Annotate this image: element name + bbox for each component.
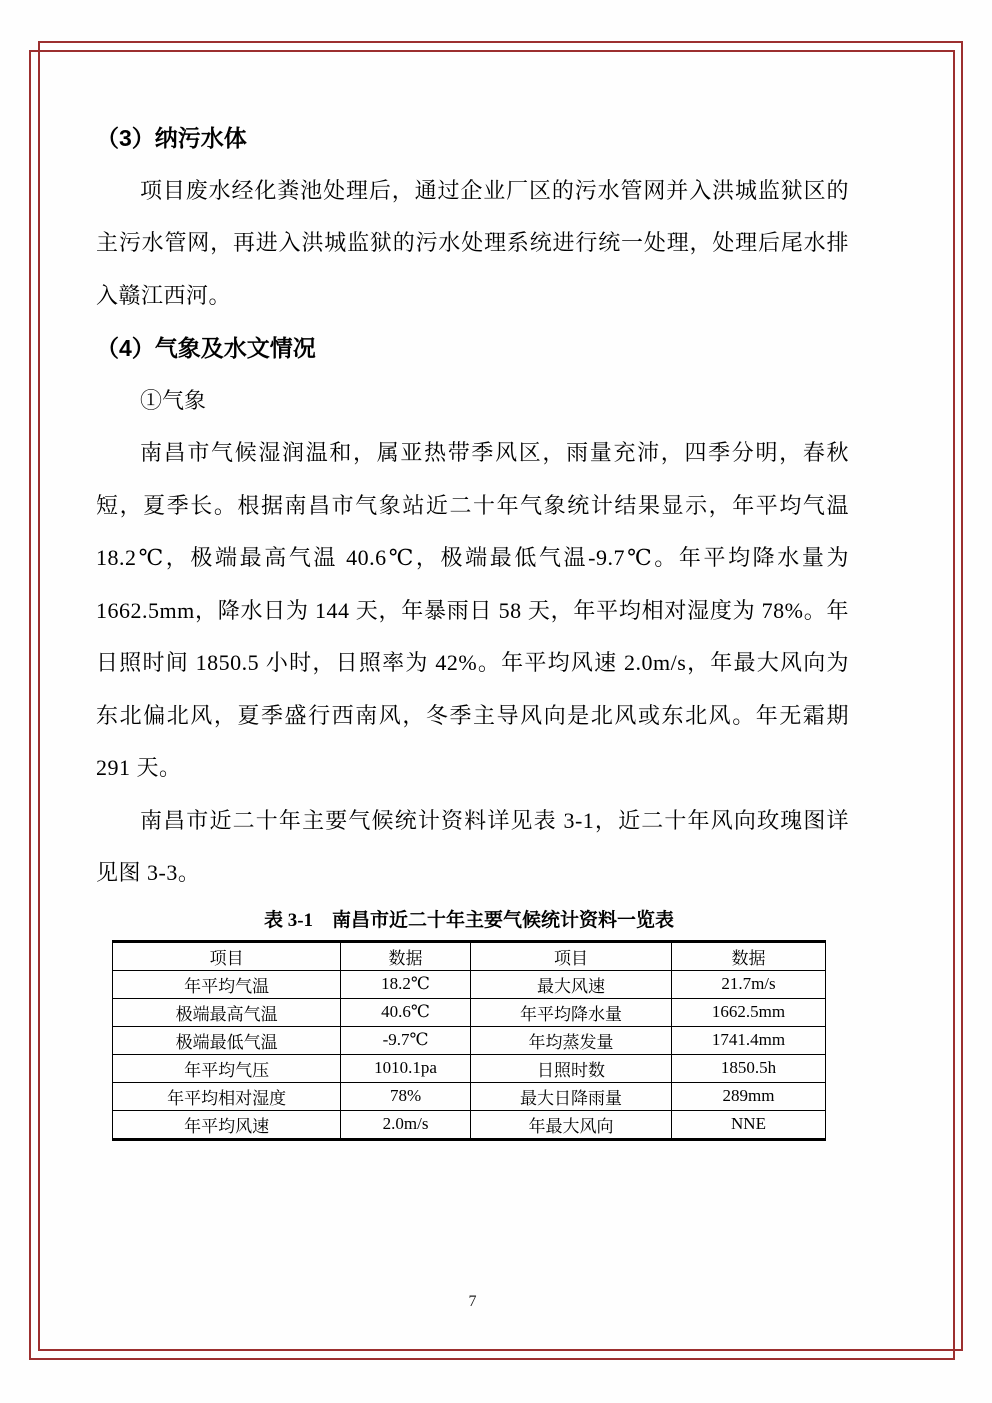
table-cell: 年平均降水量 <box>470 998 671 1026</box>
table-cell: 21.7m/s <box>671 970 825 998</box>
table-cell: 289mm <box>671 1082 825 1110</box>
climate-statistics-table <box>112 940 826 1141</box>
table-cell: 1850.5h <box>671 1054 825 1082</box>
table-cell: 1662.5mm <box>671 998 825 1026</box>
table-row <box>113 1054 826 1082</box>
table-cell: 年平均相对湿度 <box>113 1082 341 1110</box>
section-3-heading: （3）纳污水体 <box>96 125 247 151</box>
table-cell: 年平均气压 <box>113 1054 341 1082</box>
table-cell: 年平均风速 <box>113 1110 341 1139</box>
table-cell: 最大日降雨量 <box>470 1082 671 1110</box>
paragraph-table-reference: 南昌市近二十年主要气候统计资料详见表 3-1，近二十年风向玫瑰图详见图 3-3。 <box>96 807 849 885</box>
table-cell: 日照时数 <box>470 1054 671 1082</box>
table-cell: 1010.1pa <box>341 1054 471 1082</box>
table-row <box>113 1110 826 1139</box>
paragraph-wastewater-discharge: 项目废水经化粪池处理后，通过企业厂区的污水管网并入洪城监狱区的主污水管网，再进入洪城监狱的污水处理系统进行统一处理，处理后尾水排入赣江西河。 <box>96 177 849 308</box>
section-4-heading: （4）气象及水文情况 <box>96 335 316 361</box>
table-header-cell: 项目 <box>470 941 671 970</box>
table-header-row <box>113 941 826 970</box>
table-cell: 年平均气温 <box>113 970 341 998</box>
table-title: 表 3-1 南昌市近二十年主要气候统计资料一览表 <box>263 909 675 931</box>
climate-table-block <box>112 906 826 1141</box>
table-row <box>113 1082 826 1110</box>
table-cell: 78% <box>341 1082 471 1110</box>
table-cell: 最大风速 <box>470 970 671 998</box>
table-cell: 年均蒸发量 <box>470 1026 671 1054</box>
table-cell: NNE <box>671 1110 825 1139</box>
table-row <box>113 1026 826 1054</box>
table-cell: 极端最低气温 <box>113 1026 341 1054</box>
table-header-cell: 数据 <box>341 941 471 970</box>
page-number: 7 <box>468 1293 477 1310</box>
table-cell: 2.0m/s <box>341 1110 471 1139</box>
table-cell: 极端最高气温 <box>113 998 341 1026</box>
table-row <box>113 998 826 1026</box>
table-header-cell: 项目 <box>113 941 341 970</box>
table-row <box>113 970 826 998</box>
page-content <box>96 112 849 1141</box>
table-cell: -9.7℃ <box>341 1026 471 1054</box>
table-cell: 年最大风向 <box>470 1110 671 1139</box>
table-cell: 40.6℃ <box>341 998 471 1026</box>
table-cell: 18.2℃ <box>341 970 471 998</box>
table-cell: 1741.4mm <box>671 1026 825 1054</box>
subheading-meteorology: ①气象 <box>140 387 207 413</box>
paragraph-climate-statistics: 南昌市气候湿润温和，属亚热带季风区，雨量充沛，四季分明，春秋短，夏季长。根据南昌市气象站近二十年气象统计结果显示，年平均气温 18.2℃，极端最高气温 40.6℃，极端最低气温-9.7℃。年平均降水量为 1662.5mm，降水日为 144 天，年暴雨日 58 天，年平均相对湿度为 78%。年日照时间 1850.5 小时，日照率为 42%。年平均风速 2.0m/s，年最大风向为东北偏北风，夏季盛行西南风，冬季主导风向是北风或东北风。年无霜期 291 天。 <box>96 440 849 780</box>
table-header-cell: 数据 <box>671 941 825 970</box>
